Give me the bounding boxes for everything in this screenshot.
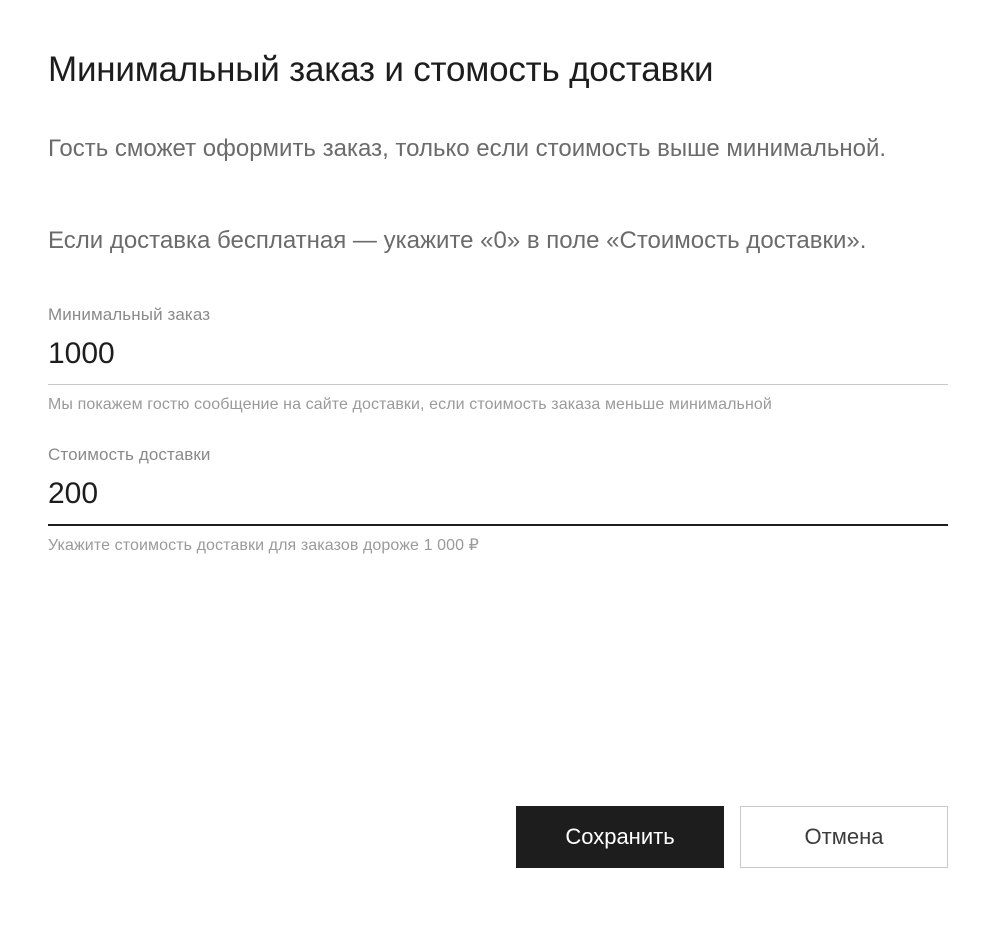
dialog-description [48,124,948,266]
delivery-price-input[interactable] [48,466,948,524]
field-min-order [48,304,948,416]
page-title: Минимальный заказ и стомость доставки [48,50,714,89]
delivery-price-label: Стоимость доставки [48,445,211,464]
description-paragraph-1: Гость сможет оформить заказ, только если стоимость выше минимальной. [48,135,887,162]
dialog-actions [48,806,948,868]
min-order-label: Минимальный заказ [48,305,211,324]
min-order-input[interactable] [48,326,948,384]
save-button[interactable]: Сохранить [516,806,724,868]
min-order-underline [48,384,948,385]
min-order-hint: Мы покажем гостю сообщение на сайте доставки, если стоимость заказа меньше минимальной [48,396,772,413]
delivery-price-hint: Укажите стоимость доставки для заказов дороже 1 000 ₽ [48,537,479,554]
description-paragraph-2: Если доставка бесплатная — укажите «0» в поле «Стоимость доставки». [48,227,867,254]
field-delivery-price [48,444,948,557]
cancel-button[interactable]: Отмена [740,806,948,868]
delivery-price-underline [48,524,948,526]
